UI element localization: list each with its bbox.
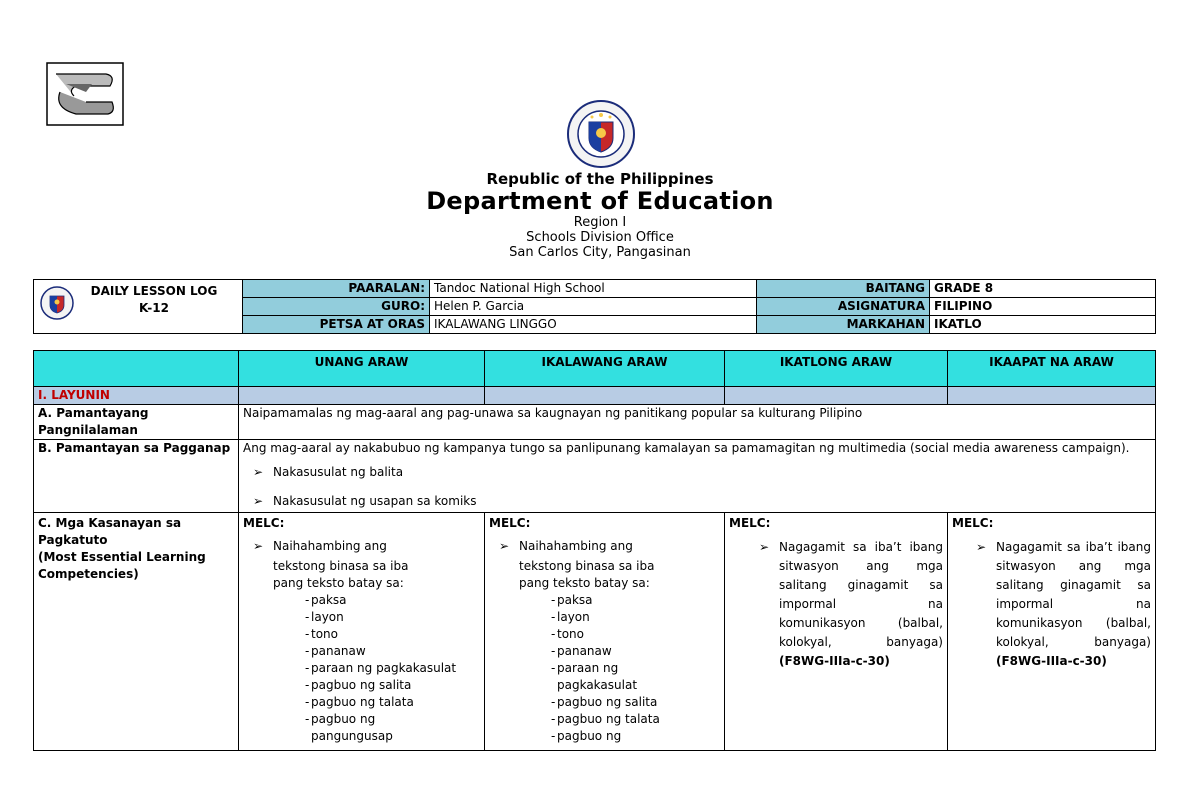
day-header: IKATLONG ARAW: [725, 351, 948, 387]
pamantayang-pangnilalaman-label: A. Pamantayang Pangnilalaman: [34, 405, 239, 440]
melc-label: MELC:: [729, 516, 771, 530]
criteria-list: [489, 592, 720, 745]
kasanayan-label-cell: [34, 513, 239, 751]
day4-competency-cell: [948, 513, 1156, 751]
pamantayan-pagganap-text: Ang mag-aaral ay nakabubuo ng kampanya tungo sa panlipunang kamalayan sa pamamagitan ng multimedia (social media awareness campaign).: [243, 441, 1130, 455]
paaralan-value: Tandoc National High School: [430, 280, 757, 298]
list-item: - layon: [305, 610, 344, 624]
region-text: Region I: [573, 215, 627, 230]
guro-value: Helen P. Garcia: [430, 298, 757, 316]
department-heading: Department of Education: [426, 187, 774, 215]
markahan-value: IKATLO: [930, 316, 1156, 334]
small-deped-seal-icon: [40, 286, 74, 320]
bullet-item: ➢ Nakasusulat ng usapan sa komiks: [253, 494, 477, 508]
list-item: - paraan ng: [551, 661, 619, 675]
competency-line: ➢ Naihahambing ang: [253, 539, 387, 553]
list-item: - pananaw: [551, 644, 612, 658]
dll-title: DAILY LESSON LOG: [90, 284, 218, 298]
arrow-bullet-icon: ➢: [253, 539, 264, 553]
lesson-table: [33, 350, 1156, 751]
competency-line: tekstong binasa sa iba: [273, 559, 409, 573]
competency-text: ➢ Nagagamit sa iba’t ibang sitwasyon ang mga salitang ginagamit sa impormal na komunikasyon (balbal, kolokyal, banyaga) (F8WG-IIIa-c-30): [976, 540, 1151, 668]
competency-line: ➢ Naihahambing ang: [499, 539, 633, 553]
republic-heading: Republic of the Philippines: [486, 170, 714, 188]
melc-label: MELC:: [243, 516, 285, 530]
empty-header-cell: [34, 351, 239, 387]
criteria-list: [243, 592, 480, 745]
city-text: San Carlos City, Pangasinan: [509, 245, 691, 260]
list-item: - tono: [305, 627, 338, 641]
competency-line: pang teksto batay sa:: [273, 576, 404, 590]
baitang-label: BAITANG: [757, 280, 930, 298]
deped-seal-icon: [567, 100, 635, 168]
list-item: - pagbuo ng: [305, 712, 376, 726]
list-item: - paraan ng pagkakasulat: [305, 661, 457, 675]
dll-subtitle: K-12: [139, 301, 169, 315]
paaralan-label: PAARALAN:: [243, 280, 430, 298]
asignatura-label: ASIGNATURA: [757, 298, 930, 316]
arrow-bullet-icon: ➢: [499, 539, 510, 553]
list-item: - layon: [551, 610, 590, 624]
list-item: - pagbuo ng talata: [551, 712, 660, 726]
markahan-label: MARKAHAN: [757, 316, 930, 334]
list-item: - pagbuo ng salita: [305, 678, 412, 692]
pamantayan-pagganap-cell: [239, 440, 1156, 513]
day-header: IKAAPAT NA ARAW: [948, 351, 1156, 387]
arrow-bullet-icon: ➢: [759, 540, 770, 554]
list-item: pagkakasulat: [557, 678, 638, 692]
pamantayan-pagganap-label: B. Pamantayan sa Pagganap: [34, 440, 239, 513]
melc-label: MELC:: [489, 516, 531, 530]
list-item: - pagbuo ng salita: [551, 695, 658, 709]
list-item: - pagbuo ng: [551, 729, 622, 743]
asignatura-value: FILIPINO: [930, 298, 1156, 316]
corner-logo-icon: [46, 62, 124, 126]
arrow-bullet-icon: ➢: [253, 494, 264, 508]
arrow-bullet-icon: ➢: [976, 540, 987, 554]
list-item: - paksa: [305, 593, 347, 607]
list-item: - paksa: [551, 593, 593, 607]
kasanayan-label-line2: (Most Essential Learning: [38, 550, 206, 564]
day1-competency-cell: [239, 513, 485, 751]
guro-label: GURO:: [243, 298, 430, 316]
competency-line: pang teksto batay sa:: [519, 576, 650, 590]
day-header: IKALAWANG ARAW: [485, 351, 725, 387]
list-item: - pagbuo ng talata: [305, 695, 414, 709]
competency-text: ➢ Nagagamit sa iba’t ibang sitwasyon ang mga salitang ginagamit sa impormal na komunikasyon (balbal, kolokyal, banyaga) (F8WG-IIIa-c-30): [759, 540, 943, 668]
kasanayan-label: C. Mga Kasanayan sa Pagkatuto: [38, 516, 182, 547]
melc-label: MELC:: [952, 516, 994, 530]
day-header: UNANG ARAW: [239, 351, 485, 387]
division-office-text: Schools Division Office: [526, 230, 674, 245]
bullet-item: ➢ Nakasusulat ng balita: [253, 465, 404, 479]
info-table: [33, 279, 1156, 334]
arrow-bullet-icon: ➢: [253, 465, 264, 479]
petsa-value: IKALAWANG LINGGO: [430, 316, 757, 334]
competency-line: tekstong binasa sa iba: [519, 559, 655, 573]
day2-competency-cell: [485, 513, 725, 751]
petsa-label: PETSA AT ORAS: [243, 316, 430, 334]
day3-competency-cell: [725, 513, 948, 751]
layunin-label: I. LAYUNIN: [34, 387, 239, 405]
list-item: - pananaw: [305, 644, 366, 658]
list-item: pangungusap: [311, 729, 393, 743]
list-item: - tono: [551, 627, 584, 641]
baitang-value: GRADE 8: [930, 280, 1156, 298]
pamantayang-pangnilalaman-text: Naipamamalas ng mag-aaral ang pag-unawa sa kaugnayan ng panitikang popular sa kulturang Pilipino: [239, 405, 1156, 440]
kasanayan-label-line3: Competencies): [38, 567, 139, 581]
dll-cell: [34, 280, 243, 334]
